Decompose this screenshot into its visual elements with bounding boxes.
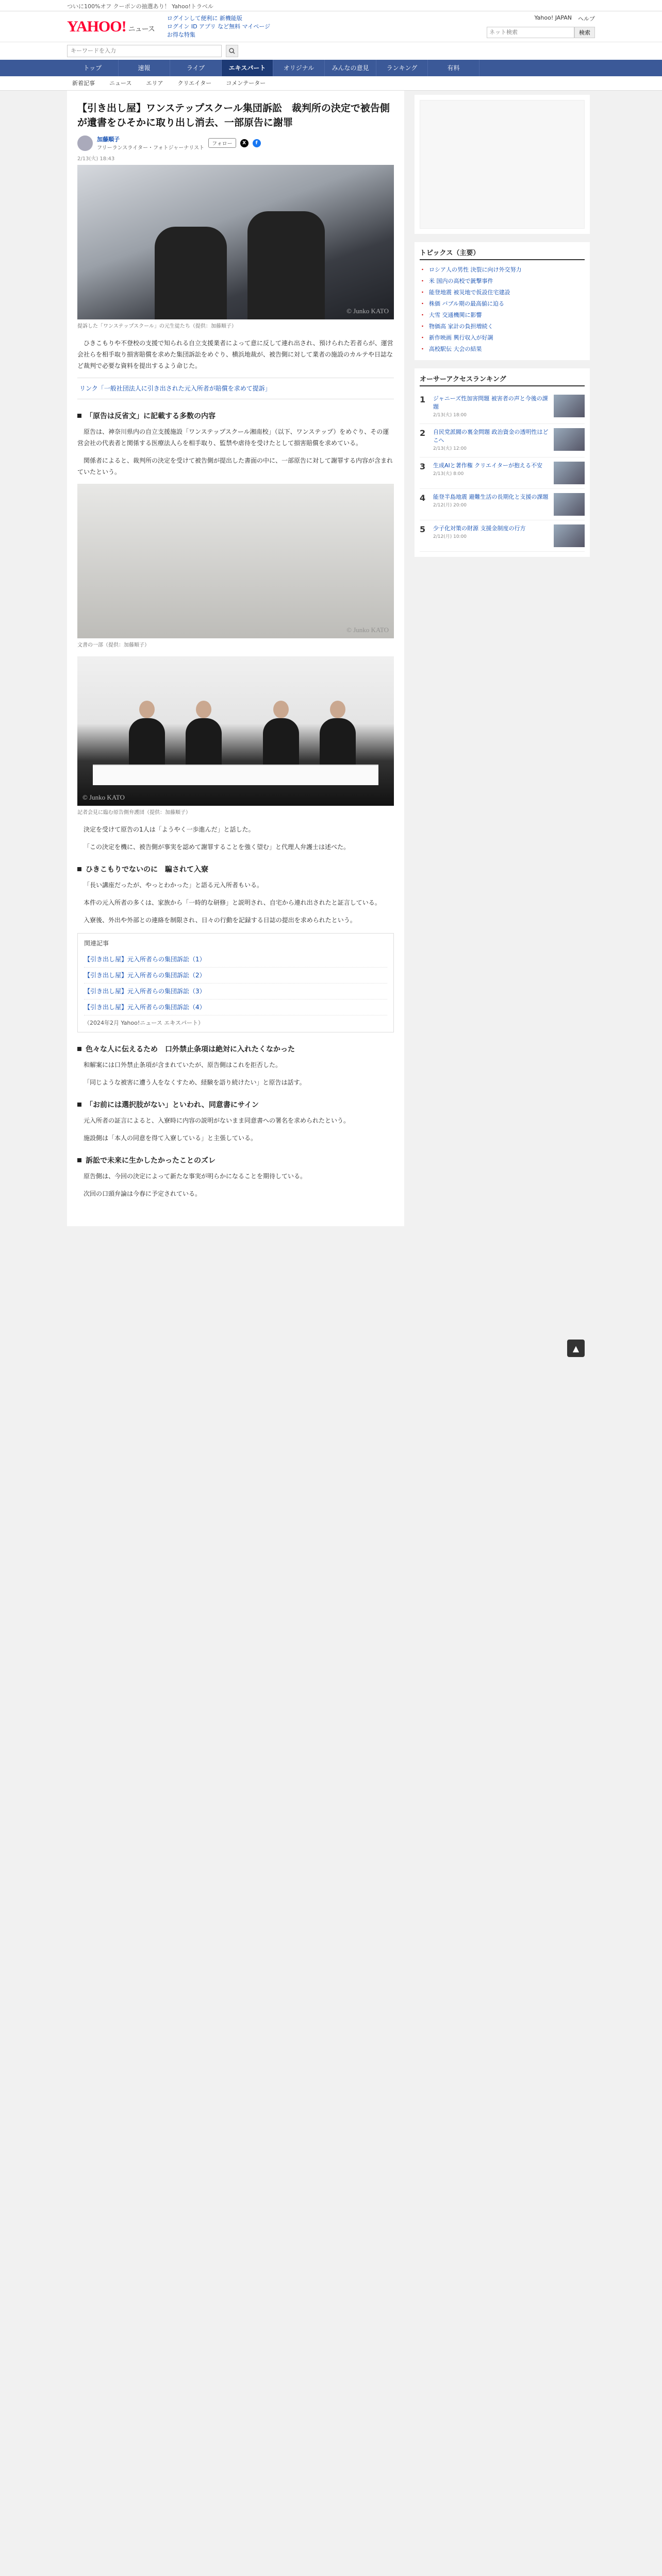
- nav-paid[interactable]: 有料: [428, 60, 479, 76]
- paragraph: 施設側は「本人の同意を得て入寮している」と主張している。: [84, 1134, 257, 1142]
- ranking-item[interactable]: 3 生成AIと著作権 クリエイターが抱える不安 2/13(火) 8:00: [420, 457, 585, 489]
- topic-item[interactable]: ・ 米 国内の高校で銃撃事件: [420, 276, 585, 287]
- article-photo-document: [77, 484, 394, 638]
- ranking-meta: 2/13(火) 8:00: [433, 471, 464, 477]
- topic-link[interactable]: 能登地震 被災地で仮設住宅建設: [429, 289, 510, 296]
- topic-link[interactable]: ロシア人の男性 決裂に向け外交努力: [429, 266, 522, 273]
- section-heading: 「お前には選択肢がない」といわれ、同意書にサイン: [77, 1099, 394, 1110]
- paragraph: 本件の元入所者の多くは、家族から「一時的な研修」と説明され、自宅から連れ出されたと証言している。: [84, 899, 381, 906]
- ranking-meta: 2/13(火) 18:00: [433, 413, 467, 418]
- photo-watermark: © Junko KATO: [82, 793, 125, 801]
- press-table: [93, 765, 378, 785]
- header-link-login[interactable]: ログイン ID アプリ など無料 マイページ: [167, 23, 271, 30]
- header-link-special[interactable]: お得な特集: [167, 31, 195, 38]
- topic-item[interactable]: ・ 高校駅伝 大会の結果: [420, 344, 585, 355]
- header-search: [487, 27, 595, 38]
- section-heading: ひきこもりでないのに 騙されて入寮: [77, 864, 394, 874]
- related-link[interactable]: リンク「一般社団法人に引き出された元入所者が賠償を求めて提訴」: [79, 385, 271, 392]
- search-icon[interactable]: [226, 45, 238, 57]
- ranking-thumbnail[interactable]: [554, 493, 585, 516]
- header-search-input[interactable]: [487, 27, 574, 38]
- ranking-item[interactable]: 5 少子化対策の財源 支援金制度の行方 2/12(月) 10:00: [420, 520, 585, 552]
- article-photo-1: [77, 165, 394, 319]
- document-image: [108, 484, 364, 539]
- topic-link[interactable]: 大雪 交通機関に影響: [429, 312, 482, 318]
- news-search-input[interactable]: [67, 45, 222, 57]
- related-title: 関連記事: [84, 940, 109, 947]
- article-photo-press: [77, 656, 394, 806]
- ranking-link[interactable]: 自民党派閥の裏金問題 政治資金の透明性はどこへ: [433, 429, 549, 444]
- header-search-button[interactable]: 検索: [574, 27, 595, 38]
- ranking-item[interactable]: 1 ジャニーズ性加害問題 被害者の声と今後の課題 2/13(火) 18:00: [420, 391, 585, 424]
- article-date: 2/13(火) 18:43: [77, 156, 115, 162]
- nav-expert[interactable]: エキスパート: [222, 60, 273, 76]
- article-title: 【引き出し屋】ワンステップスクール集団訴訟 裁判所の決定で被告側が遺書をひそかに取り出し消去、一部原告に謝罪: [77, 103, 390, 128]
- topic-item[interactable]: ・ 能登地震 被災地で仮設住宅建設: [420, 287, 585, 298]
- paragraph: 「同じような被害に遭う人をなくすため、経験を語り続けたい」と原告は話す。: [84, 1079, 306, 1086]
- person-shape: [247, 211, 325, 319]
- ranking-link[interactable]: 少子化対策の財源 支援金制度の行方: [433, 525, 526, 532]
- author-name[interactable]: 加藤順子: [97, 136, 120, 143]
- related-link-box: [77, 378, 394, 399]
- nav-breaking[interactable]: 速報: [119, 60, 170, 76]
- help-link[interactable]: ヘルプ: [578, 15, 595, 22]
- nav-ranking[interactable]: ランキング: [376, 60, 428, 76]
- subnav-news[interactable]: ニュース: [109, 80, 132, 87]
- ranking-meta: 2/12(月) 20:00: [433, 503, 467, 508]
- related-source: （2024年2月 Yahoo!ニュース エキスパート）: [84, 1020, 204, 1026]
- photo-watermark: © Junko KATO: [346, 626, 389, 634]
- paragraph: 原告側は、今回の決定によって新たな事実が明らかになることを期待している。: [84, 1173, 307, 1180]
- yahoo-news-logo[interactable]: [67, 18, 155, 36]
- header-right-links: [534, 14, 595, 23]
- ad-slot[interactable]: [420, 100, 585, 229]
- header: [0, 11, 662, 42]
- paragraph: 決定を受けて原告の1人は「ようやく一歩進んだ」と話した。: [84, 826, 255, 833]
- subnav-commentator[interactable]: コメンテーター: [226, 80, 266, 87]
- follow-button[interactable]: フォロー: [208, 138, 236, 148]
- topic-item[interactable]: ・ 大雪 交通機関に影響: [420, 310, 585, 321]
- section-heading: 色々な人に伝えるため 口外禁止条項は絶対に入れたくなかった: [77, 1044, 394, 1054]
- paragraph: 次回の口頭弁論は今春に予定されている。: [84, 1190, 202, 1197]
- paragraph: 関係者によると、裁判所の決定を受けて被告側が提出した書面の中に、一部原告に対して謝罪する内容が含まれていたという。: [77, 457, 393, 476]
- ranking-link[interactable]: ジャニーズ性加害問題 被害者の声と今後の課題: [433, 395, 548, 410]
- ranking-item[interactable]: 4 能登半島地震 避難生活の長期化と支援の課題 2/12(月) 20:00: [420, 489, 585, 520]
- ranking-thumbnail[interactable]: [554, 395, 585, 417]
- photo-caption-3: 記者会見に臨む原告側弁護団（提供：加藤順子）: [77, 810, 191, 816]
- photo-watermark: © Junko KATO: [346, 307, 389, 315]
- topic-item[interactable]: ・ ロシア人の男性 決裂に向け外交努力: [420, 264, 585, 276]
- yahoo-japan-link[interactable]: Yahoo! JAPAN: [534, 14, 572, 21]
- nav-original[interactable]: オリジナル: [273, 60, 325, 76]
- ranking-meta: 2/12(月) 10:00: [433, 534, 467, 539]
- topic-item[interactable]: ・ 物価高 家計の負担増続く: [420, 321, 585, 332]
- topics-title: トピックス（主要）: [420, 247, 585, 260]
- ranking-link[interactable]: 能登半島地震 避難生活の長期化と支援の課題: [433, 494, 549, 500]
- topic-item[interactable]: ・ 株価 バブル期の最高値に迫る: [420, 298, 585, 310]
- page-top-button[interactable]: ▲: [567, 1340, 585, 1357]
- paragraph: 「この決定を機に、被告側が事実を認めて謝罪することを強く望む」と代理人弁護士は述べた。: [84, 843, 350, 851]
- related-article-link[interactable]: 【引き出し屋】元入所者らの集団訴訟（3）: [84, 984, 387, 999]
- ranking-item[interactable]: 2 自民党派閥の裏金問題 政治資金の透明性はどこへ 2/13(火) 12:00: [420, 424, 585, 457]
- topic-link[interactable]: 米 国内の高校で銃撃事件: [429, 278, 493, 284]
- paragraph: 和解案には口外禁止条項が含まれていたが、原告側はこれを拒否した。: [84, 1061, 282, 1069]
- x-share-icon[interactable]: X: [240, 139, 249, 147]
- paragraph: 原告は、神奈川県内の自立支援施設「ワンステップスクール湘南校」（以下、ワンステップ）をめぐり、その運営会社の代表者と関係する医療法人らを相手取り、監禁や虐待を受けたとして損害賠償を求めている。: [77, 428, 389, 447]
- paragraph: 「長い講座だったが、やっとわかった」と語る元入所者もいる。: [84, 882, 263, 889]
- topic-link[interactable]: 高校駅伝 大会の結果: [429, 346, 482, 352]
- photo-caption-2: 文書の一部（提供：加藤順子）: [77, 642, 150, 648]
- ranking-link[interactable]: 生成AIと著作権 クリエイターが抱える不安: [433, 462, 543, 469]
- subnav-creator[interactable]: クリエイター: [177, 80, 212, 87]
- subnav-new[interactable]: 新着記事: [72, 80, 95, 87]
- ranking-thumbnail[interactable]: [554, 524, 585, 547]
- author-avatar[interactable]: [77, 135, 93, 151]
- related-article-link[interactable]: 【引き出し屋】元入所者らの集団訴訟（1）: [84, 952, 387, 968]
- header-links: [167, 14, 270, 39]
- sidebar-ad: [415, 95, 590, 234]
- related-article-link[interactable]: 【引き出し屋】元入所者らの集団訴訟（2）: [84, 968, 387, 984]
- section-heading: 「原告は反省文」に記載する多数の内容: [77, 411, 394, 421]
- promo-text[interactable]: ついに100%オフ クーポンの抽選あり！ Yahoo!トラベル: [67, 3, 213, 10]
- author-role: フリーランスライター・フォトジャーナリスト: [97, 145, 205, 151]
- related-articles-box: [77, 933, 394, 1032]
- section-heading: 訴訟で未来に生かしたかったことのズレ: [77, 1155, 394, 1165]
- paragraph: ひきこもりや不登校の支援で知られる自立支援業者によって意に反して連れ出され、預けられた若者らが、運営会社らを相手取り損害賠償を求めた集団訴訟をめぐり、横浜地裁が、被告側に対して業者の施設のカルテや日誌など裁判で必要な資料を提出するよう命じた。: [77, 340, 393, 369]
- logo-text[interactable]: YAHOO!: [67, 18, 126, 35]
- header-link-new[interactable]: ログインして便利に 新機能版: [167, 14, 242, 22]
- promo-bar[interactable]: [0, 0, 662, 11]
- news-search-bar: [0, 42, 662, 60]
- topic-link[interactable]: 新作映画 興行収入が好調: [429, 334, 493, 341]
- ranking-meta: 2/13(火) 12:00: [433, 446, 467, 451]
- person-shape: [155, 227, 227, 319]
- sub-nav: [0, 76, 662, 91]
- facebook-share-icon[interactable]: f: [253, 139, 261, 147]
- nav-top[interactable]: トップ: [67, 60, 119, 76]
- related-article-link[interactable]: 【引き出し屋】元入所者らの集団訴訟（4）: [84, 999, 387, 1015]
- ranking-title: オーサーアクセスランキング: [420, 374, 585, 386]
- topic-link[interactable]: 物価高 家計の負担増続く: [429, 323, 493, 330]
- nav-live[interactable]: ライブ: [170, 60, 222, 76]
- content-wrap: [0, 91, 662, 1226]
- sidebar: [415, 95, 590, 1226]
- paragraph: 入寮後、外出や外部との連絡を制限され、日々の行動を記録する日誌の提出を求められたという。: [84, 917, 356, 924]
- subnav-area[interactable]: エリア: [146, 80, 163, 87]
- photo-caption-1: 提訴した「ワンステップスクール」の元生徒たち（提供：加藤順子）: [77, 324, 237, 329]
- author-block: [77, 135, 394, 151]
- logo-sub[interactable]: ニュース: [128, 25, 155, 33]
- main-nav: [0, 60, 662, 76]
- paragraph: 元入所者の証言によると、入寮時に内容の説明がないまま同意書への署名を求められたという。: [84, 1117, 350, 1124]
- ranking-thumbnail[interactable]: [554, 428, 585, 451]
- article: [67, 91, 404, 1226]
- topic-link[interactable]: 株価 バブル期の最高値に迫る: [429, 300, 505, 307]
- nav-opinion[interactable]: みんなの意見: [325, 60, 376, 76]
- topics-box: [415, 242, 590, 360]
- topic-item[interactable]: ・ 新作映画 興行収入が好調: [420, 332, 585, 344]
- ranking-box: [415, 368, 590, 557]
- ranking-thumbnail[interactable]: [554, 462, 585, 484]
